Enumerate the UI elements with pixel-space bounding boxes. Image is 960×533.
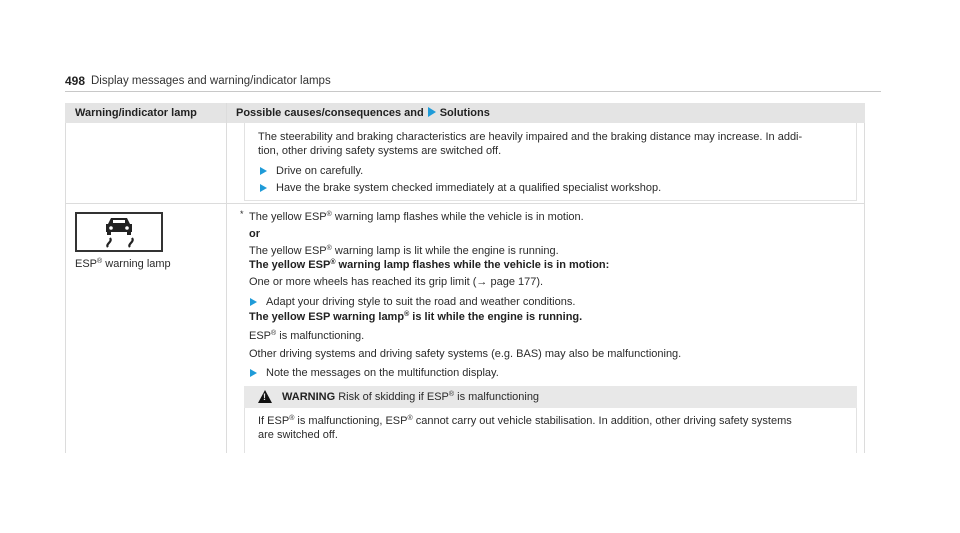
- registered-mark: ®: [407, 415, 413, 422]
- row2-line5: Other driving systems and driving safety systems (e.g. BAS) may also be malfunctioning.: [249, 348, 682, 360]
- row2-line2: [249, 245, 559, 257]
- row2-heading2: [249, 311, 582, 323]
- warning-box: [244, 386, 857, 453]
- page-number: 498: [65, 74, 86, 88]
- registered-mark: ®: [448, 391, 455, 398]
- row1-bullet1: Drive on carefully.: [276, 165, 364, 177]
- bullet-arrow-icon: [260, 184, 267, 192]
- page-title: Display messages and warning/indicator lamps: [91, 75, 331, 87]
- row2-line4-b: is malfunctioning.: [276, 330, 365, 342]
- warning-body1-b: is malfunctioning, ESP: [294, 415, 408, 427]
- row2-line4: [249, 330, 364, 342]
- row1-text-line1: The steerability and braking characteristics are heavily impaired and the braking distance may increase. In addi-: [258, 131, 803, 143]
- row2-line1: [249, 211, 584, 223]
- row2-line3: One or more wheels has reached its grip limit (→ page 177).: [249, 276, 544, 288]
- table-right-border: [864, 123, 865, 453]
- exclamation-icon: !: [263, 392, 266, 402]
- row-separator: [65, 203, 865, 204]
- lamp-label-esp: ESP: [75, 258, 98, 270]
- bullet-arrow-icon: [260, 167, 267, 175]
- row1-text-line2: tion, other driving safety systems are switched off.: [258, 145, 502, 157]
- row2-heading1-b: warning lamp flashes while the vehicle is in motion:: [335, 259, 610, 271]
- registered-mark: ®: [271, 330, 277, 337]
- warning-header: [244, 386, 857, 408]
- row2-line4-a: ESP: [249, 330, 272, 342]
- warning-body-line1: [258, 415, 792, 427]
- bullet-arrow-icon: [250, 298, 257, 306]
- column-header-lamp: Warning/indicator lamp: [75, 107, 197, 119]
- page-header: [65, 72, 881, 92]
- row2-line2-a: The yellow ESP: [249, 245, 327, 257]
- footnote-star: *: [240, 209, 244, 219]
- warning-right-border: [856, 408, 857, 453]
- registered-mark: ®: [326, 211, 332, 218]
- bullet-arrow-icon: [250, 369, 257, 377]
- esp-skidding-car-icon: [75, 212, 163, 252]
- row2-bullet2: Note the messages on the multifunction display.: [266, 367, 499, 379]
- warning-label: WARNING: [282, 391, 336, 403]
- column-header-causes-label: Possible causes/consequences and: [236, 107, 424, 119]
- warning-body-line2: are switched off.: [258, 429, 338, 441]
- warning-title: [282, 391, 539, 403]
- row2-heading2-b: is lit while the engine is running.: [409, 311, 583, 323]
- row2-bullet1: Adapt your driving style to suit the road and weather conditions.: [266, 296, 576, 308]
- warning-title-a: Risk of skidding if ESP: [335, 391, 449, 403]
- row2-or: or: [249, 228, 260, 240]
- warning-body1-c: cannot carry out vehicle stabilisation. In addition, other driving safety systems: [412, 415, 792, 427]
- warning-title-b: is malfunctioning: [454, 391, 540, 403]
- row2-heading1: [249, 259, 609, 271]
- row2-line1-b: warning lamp flashes while the vehicle is in motion.: [331, 211, 584, 223]
- registered-mark: ®: [326, 245, 332, 252]
- table-left-border: [65, 123, 66, 453]
- registered-mark: ®: [289, 415, 295, 422]
- lamp-label-suffix: warning lamp: [102, 258, 171, 270]
- column-header-solutions-label: Solutions: [439, 107, 490, 119]
- row2-line1-a: The yellow ESP: [249, 211, 327, 223]
- lamp-label: [75, 258, 171, 270]
- row1-bullet2: Have the brake system checked immediately at a qualified specialist workshop.: [276, 182, 662, 194]
- table-header: [65, 103, 865, 123]
- warning-left-border: [244, 408, 245, 453]
- warning-body1-a: If ESP: [258, 415, 290, 427]
- registered-mark: ®: [330, 259, 336, 266]
- row2-line2-b: warning lamp is lit while the engine is running.: [331, 245, 559, 257]
- row2-heading2-a: The yellow ESP warning lamp: [249, 311, 405, 323]
- registered-mark: ®: [404, 311, 410, 318]
- column-divider: [226, 103, 227, 453]
- row2-heading1-a: The yellow ESP: [249, 259, 331, 271]
- arrow-right-icon: [428, 107, 436, 117]
- column-header-causes: [236, 107, 490, 119]
- registered-mark: ®: [97, 258, 103, 265]
